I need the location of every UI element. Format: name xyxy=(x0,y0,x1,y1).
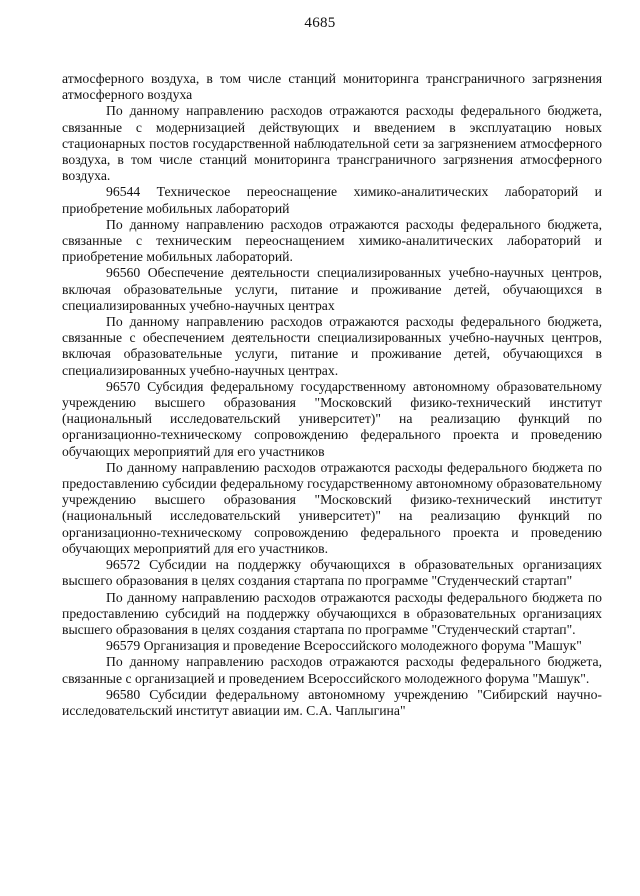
paragraph: По данному направлению расходов отражаются расходы федерального бюджета, связанные с обеспечением деятельности специализированных учебно-научных центров, включая образовательные услуги, питание и проживание детей, обучающихся в специализированных учебно-научных центрах. xyxy=(62,314,602,378)
section-heading-96572: 96572 Субсидии на поддержку обучающихся в образовательных организациях высшего образования в целях создания стартапа по программе "Студенческий стартап" xyxy=(62,557,602,589)
page-number: 4685 xyxy=(304,15,336,31)
paragraph: По данному направлению расходов отражаются расходы федерального бюджета, связанные с техническим переоснащением химико-аналитических лабораторий и приобретение мобильных лабораторий. xyxy=(62,216,602,265)
paragraph: По данному направлению расходов отражаются расходы федерального бюджета по предоставлению субсидии федеральному государственному автономному образовательному учреждению высшего образования "Московский физико-технический институт (национальный исследовательский университет)" на реализацию функций по организационно-техническому сопровождению федерального проекта и проведению обучающих мероприятий для его участников. xyxy=(62,459,602,556)
paragraph: По данному направлению расходов отражаются расходы федерального бюджета по предоставлению субсидий на поддержку обучающихся в образовательных организациях высшего образования в целях создания стартапа по программе "Студенческий стартап". xyxy=(62,589,602,637)
section-heading-96580: 96580 Субсидии федеральному автономному учреждению "Сибирский научно-исследовательский институт авиации им. С.А. Чаплыгина" xyxy=(62,686,602,718)
section-heading-96570: 96570 Субсидия федеральному государственному автономному образовательному учреждению высшего образования "Московский физико-технический институт (национальный исследовательский университет)" на реализацию функций по организационно-техническому сопровождению федерального проекта и проведению обучающих мероприятий для его участников xyxy=(62,378,602,459)
section-heading-96579: 96579 Организация и проведение Всероссийского молодежного форума "Машук" xyxy=(106,638,582,654)
document-body xyxy=(62,71,602,719)
paragraph: атмосферного воздуха, в том числе станций мониторинга трансграничного загрязнения атмосферного воздуха xyxy=(62,71,602,103)
section-heading-96560: 96560 Обеспечение деятельности специализированных учебно-научных центров, включая образовательные услуги, питание и проживание детей, обучающихся в специализированных учебно-научных центрах xyxy=(62,265,602,313)
paragraph: По данному направлению расходов отражаются расходы федерального бюджета, связанные с организацией и проведением Всероссийского молодежного форума "Машук". xyxy=(62,654,602,686)
paragraph: По данному направлению расходов отражаются расходы федерального бюджета, связанные с модернизацией действующих и введением в эксплуатацию новых стационарных постов государственной наблюдательной сети за загрязнением атмосферного воздуха, в том числе станций мониторинга трансграничного загрязнения атмосферного воздуха. xyxy=(62,103,602,184)
section-heading-96544: 96544 Техническое переоснащение химико-аналитических лабораторий и приобретение мобильных лабораторий xyxy=(62,184,602,216)
